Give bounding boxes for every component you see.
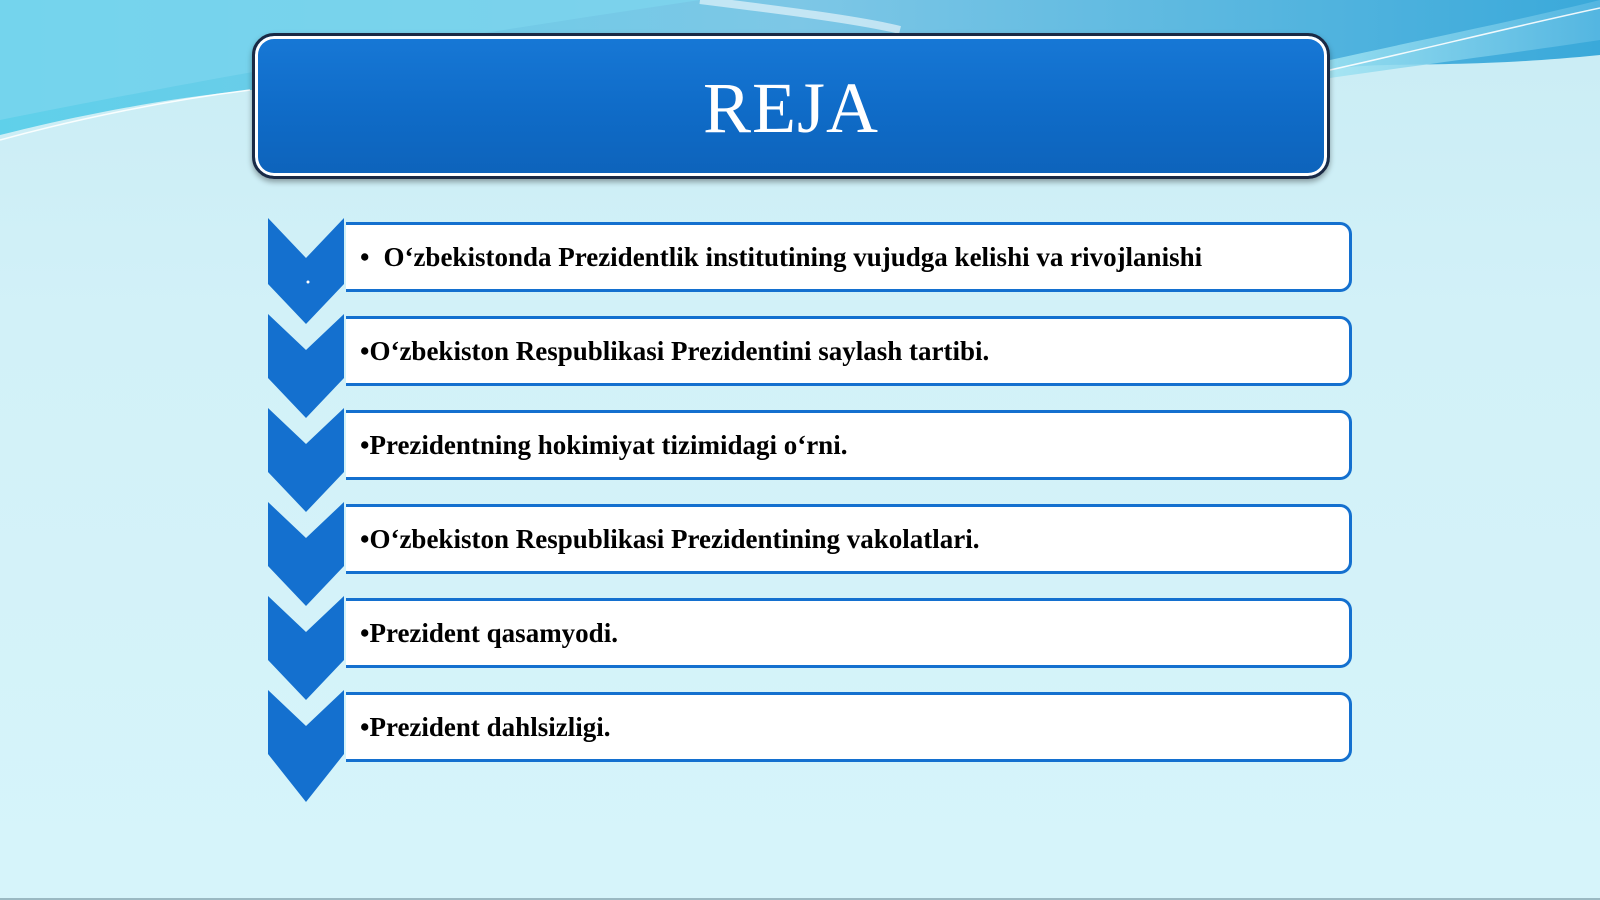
bullet-icon: • [360, 523, 370, 554]
list-item [346, 222, 1352, 292]
chevron-down-icon [268, 218, 344, 324]
list-item-text: Prezident dahlsizligi. [369, 711, 611, 742]
list-item-text: O‘zbekistonda Prezidentlik institutining vujudga kelishi va rivojlanishi [383, 241, 1203, 272]
list-item [346, 504, 1352, 574]
list-item-text: O‘zbekiston Respublikasi Prezidentini saylash tartibi. [369, 335, 990, 366]
list-item-text: Prezident qasamyodi. [369, 617, 618, 648]
bullet-icon: • [360, 617, 370, 648]
bullet-icon: • [360, 241, 370, 272]
chevron-down-icon [268, 314, 344, 418]
list-item [346, 598, 1352, 668]
bullet-icon: • [360, 429, 370, 460]
list-item [346, 316, 1352, 386]
list-item [346, 692, 1352, 762]
chevron-down-icon [268, 596, 344, 700]
bullet-icon: • [360, 335, 370, 366]
list-item-text: Prezidentning hokimiyat tizimidagi o‘rni. [369, 429, 848, 460]
list-item [346, 410, 1352, 480]
chevron-down-icon [268, 502, 344, 606]
list-item-text: O‘zbekiston Respublikasi Prezidentining vakolatlari. [369, 523, 980, 554]
bullet-icon: • [360, 711, 370, 742]
title-banner [252, 33, 1330, 179]
chevron-column [268, 218, 348, 808]
chevron-down-icon [268, 408, 344, 512]
chevron-down-icon [268, 690, 344, 802]
slide-title: REJA [702, 68, 880, 148]
